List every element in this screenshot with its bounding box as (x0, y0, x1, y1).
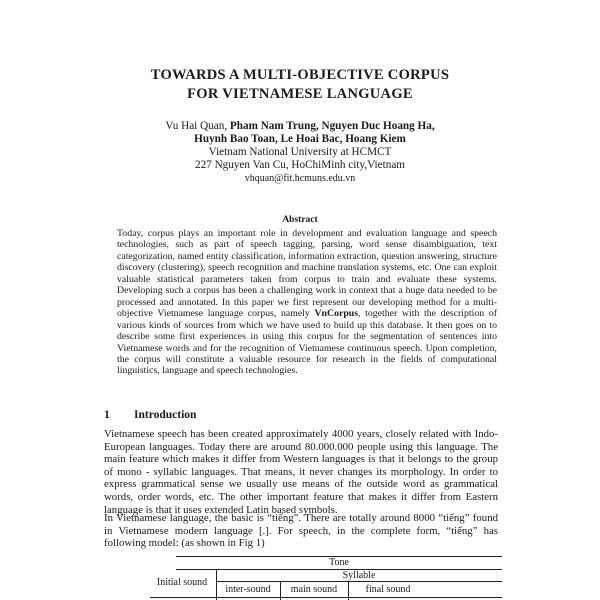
authors-line-2: Huynh Bao Toan, Le Hoai Bac, Hoang Kiem (194, 133, 406, 145)
paper-title-line-1: TOWARDS A MULTI-OBJECTIVE CORPUS (150, 67, 450, 83)
intro-paragraph-1: Vietnamese speech has been created approximately 4000 years, closely related with Indo-European languages. Today there are around 80.000.000 people using this language. The main feature which makes it differ from Western languages is that it belongs to the group of mono - syllabic languages. That means, it never changes its morphology. In order to express grammatical sense we usually use means of the outside word as grammatical words, order words, etc. The other important feature that makes it differ from Eastern language is that it uses extended Latin based symbols. (104, 428, 498, 516)
intro-paragraph-2: In Vietnamese language, the basic is “tiếng”. There are totally around 8000 “tiếng” found in Vietnamese modern language [.]. For speech, in the complete form, “tiếng” has following model: (as shown in Fig 1) (104, 512, 498, 550)
affiliation-line-2: 227 Nguyen Van Cu, HoChiMinh city,Vietnam (194, 159, 405, 171)
table-cell-tone: Tone (329, 557, 349, 568)
affiliation-line-1: Vietnam National University at HCMCT (208, 146, 392, 158)
paper-title-line-2: FOR VIETNAMESE LANGUAGE (187, 86, 413, 102)
authors-bold: Pham Nam Trung, Nguyen Duc Hoang Ha, (229, 120, 435, 132)
abstract-text: Today, corpus plays an important role in development and evaluation language and speech technologies, such as part of speech tagging, parsing, word sense disambiguation, text categorization, named entity classification, information extraction, question answering, structure discovery (clustering), speech recognition and machine translation systems, etc. One can exploit valuable statistical parameters taken from corpus to train and evaluate these systems. Developing such a corpus has been a challenging work in context that a huge data needed to be processed and annotated. In this paper we first represent our developing method for a multi-objective Vietnamese language corpus, namely VnCorpus, together with the description of various kinds of sources from which we have used to build up this database. It then goes on to describe some first experiences in using this corpus for the segmentation of sentences into Vietnamese words and for the recognition of Vietnamese continuous speech. Upon completion, the corpus will constitute a valuable resource for research in the fields of computational linguistics, language and speech technologies. (117, 228, 497, 377)
table-cell-main-sound: main sound (290, 584, 338, 595)
section-title: Introduction (134, 409, 197, 421)
table-cell-final-sound: final sound (365, 584, 411, 595)
table-cell-syllable: Syllable (342, 570, 376, 581)
corpus-name: VnCorpus (314, 308, 359, 320)
syllable-model-table (150, 556, 502, 600)
abstract-heading: Abstract (282, 215, 318, 225)
author-first: Vu Hai Quan, (165, 120, 230, 132)
table-cell-initial-sound: Initial sound (156, 577, 208, 588)
table-cell-inter-sound: inter-sound (225, 584, 271, 595)
authors-line-1 (0, 120, 600, 133)
section-number: 1 (104, 409, 110, 421)
author-email[interactable]: vhquan@fit.hcmuns.edu.vn (244, 173, 356, 184)
section-heading (104, 409, 196, 421)
